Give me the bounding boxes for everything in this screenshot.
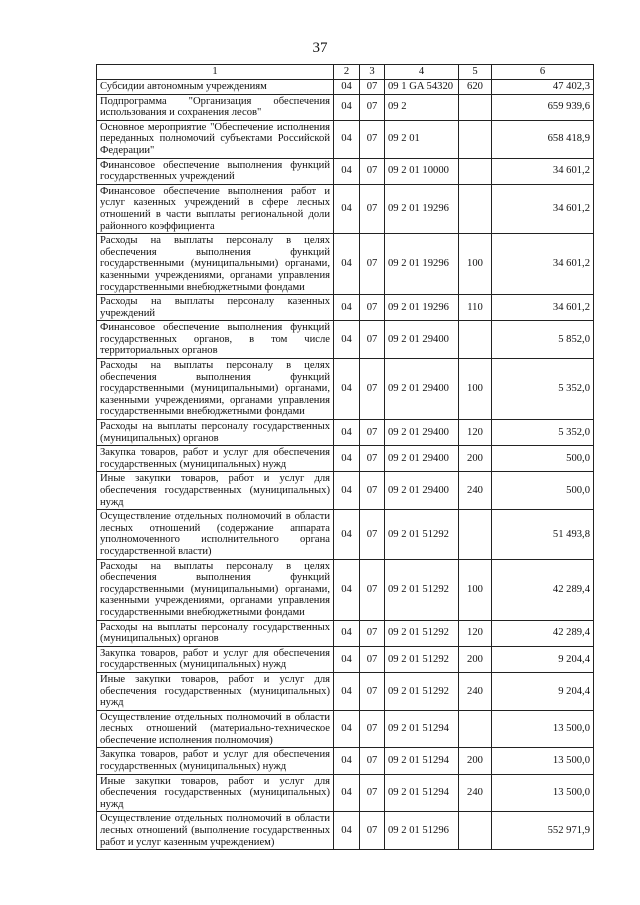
row-name: Субсидии автономным учреждениям xyxy=(97,80,334,95)
table-row xyxy=(97,646,594,672)
row-section-code: 04 xyxy=(334,94,360,120)
row-amount: 34 601,2 xyxy=(492,295,594,321)
row-section-code: 04 xyxy=(334,510,360,559)
table-row xyxy=(97,748,594,774)
row-expense-type xyxy=(459,120,492,158)
row-subsection-code: 07 xyxy=(360,710,385,748)
table-row xyxy=(97,420,594,446)
row-name: Осуществление отдельных полномочий в области лесных отношений (материально-техническое обеспечение исполнения полномочия) xyxy=(97,710,334,748)
row-subsection-code: 07 xyxy=(360,420,385,446)
table-row xyxy=(97,472,594,510)
row-name: Основное мероприятие "Обеспечение исполнения переданных полномочий субъектами Российской Федерации" xyxy=(97,120,334,158)
row-section-code: 04 xyxy=(334,80,360,95)
row-target-article: 09 2 01 51292 xyxy=(385,646,459,672)
row-section-code: 04 xyxy=(334,472,360,510)
row-subsection-code: 07 xyxy=(360,748,385,774)
row-expense-type: 240 xyxy=(459,672,492,710)
row-name: Расходы на выплаты персоналу в целях обеспечения выполнения функций государственными (муниципальными) органами, казенными учреждениями, органами управления государственными внебюджетными фондами xyxy=(97,359,334,420)
row-target-article: 09 2 01 51296 xyxy=(385,812,459,850)
row-target-article: 09 2 01 51294 xyxy=(385,748,459,774)
row-expense-type: 200 xyxy=(459,646,492,672)
row-target-article: 09 2 01 29400 xyxy=(385,420,459,446)
row-name: Осуществление отдельных полномочий в области лесных отношений (содержание аппарата уполномоченного исполнительного органа государственной власти) xyxy=(97,510,334,559)
row-expense-type: 240 xyxy=(459,472,492,510)
row-section-code: 04 xyxy=(334,748,360,774)
row-amount: 13 500,0 xyxy=(492,774,594,812)
table-row xyxy=(97,184,594,233)
table-row xyxy=(97,620,594,646)
row-expense-type xyxy=(459,510,492,559)
row-target-article: 09 1 GA 54320 xyxy=(385,80,459,95)
row-amount: 5 852,0 xyxy=(492,321,594,359)
column-header: 3 xyxy=(360,65,385,80)
row-subsection-code: 07 xyxy=(360,184,385,233)
table-row xyxy=(97,94,594,120)
row-section-code: 04 xyxy=(334,620,360,646)
row-section-code: 04 xyxy=(334,359,360,420)
row-expense-type: 120 xyxy=(459,620,492,646)
row-subsection-code: 07 xyxy=(360,234,385,295)
row-section-code: 04 xyxy=(334,710,360,748)
row-expense-type: 200 xyxy=(459,446,492,472)
row-amount: 51 493,8 xyxy=(492,510,594,559)
table-row xyxy=(97,80,594,95)
row-name: Иные закупки товаров, работ и услуг для обеспечения государственных (муниципальных) нужд xyxy=(97,472,334,510)
row-name: Расходы на выплаты персоналу в целях обеспечения выполнения функций государственными (муниципальными) органами, казенными учреждениями, органами управления государственными внебюджетными фондами xyxy=(97,559,334,620)
row-amount: 5 352,0 xyxy=(492,359,594,420)
column-header: 4 xyxy=(385,65,459,80)
row-expense-type: 620 xyxy=(459,80,492,95)
row-name: Расходы на выплаты персоналу государственных (муниципальных) органов xyxy=(97,420,334,446)
row-expense-type xyxy=(459,158,492,184)
row-expense-type: 100 xyxy=(459,234,492,295)
row-amount: 500,0 xyxy=(492,472,594,510)
table-row xyxy=(97,234,594,295)
row-target-article: 09 2 01 19296 xyxy=(385,184,459,233)
row-amount: 13 500,0 xyxy=(492,748,594,774)
row-amount: 34 601,2 xyxy=(492,184,594,233)
table-row xyxy=(97,774,594,812)
row-subsection-code: 07 xyxy=(360,80,385,95)
row-amount: 47 402,3 xyxy=(492,80,594,95)
row-name: Закупка товаров, работ и услуг для обеспечения государственных (муниципальных) нужд xyxy=(97,446,334,472)
row-amount: 42 289,4 xyxy=(492,620,594,646)
column-header: 1 xyxy=(97,65,334,80)
row-subsection-code: 07 xyxy=(360,359,385,420)
row-subsection-code: 07 xyxy=(360,646,385,672)
row-section-code: 04 xyxy=(334,321,360,359)
row-amount: 9 204,4 xyxy=(492,672,594,710)
table-header-row xyxy=(97,65,594,80)
page-number: 37 xyxy=(312,40,328,56)
row-subsection-code: 07 xyxy=(360,620,385,646)
row-section-code: 04 xyxy=(334,446,360,472)
table-row xyxy=(97,158,594,184)
budget-table xyxy=(96,64,594,850)
row-section-code: 04 xyxy=(334,774,360,812)
row-amount: 34 601,2 xyxy=(492,234,594,295)
row-target-article: 09 2 01 51292 xyxy=(385,620,459,646)
row-subsection-code: 07 xyxy=(360,94,385,120)
row-name: Финансовое обеспечение выполнения работ и услуг казенных учреждений в сфере лесных отношений в части выплаты региональной доли районного коэффициента xyxy=(97,184,334,233)
row-expense-type: 240 xyxy=(459,774,492,812)
row-section-code: 04 xyxy=(334,672,360,710)
row-target-article: 09 2 01 10000 xyxy=(385,158,459,184)
row-target-article: 09 2 01 51292 xyxy=(385,510,459,559)
table-row xyxy=(97,812,594,850)
row-section-code: 04 xyxy=(334,234,360,295)
table-body xyxy=(97,80,594,850)
row-subsection-code: 07 xyxy=(360,774,385,812)
table-row xyxy=(97,295,594,321)
row-amount: 13 500,0 xyxy=(492,710,594,748)
row-target-article: 09 2 01 51294 xyxy=(385,710,459,748)
table-row xyxy=(97,672,594,710)
row-target-article: 09 2 xyxy=(385,94,459,120)
row-section-code: 04 xyxy=(334,559,360,620)
row-target-article: 09 2 01 29400 xyxy=(385,446,459,472)
row-target-article: 09 2 01 51292 xyxy=(385,559,459,620)
row-subsection-code: 07 xyxy=(360,472,385,510)
row-name: Закупка товаров, работ и услуг для обеспечения государственных (муниципальных) нужд xyxy=(97,646,334,672)
row-amount: 42 289,4 xyxy=(492,559,594,620)
row-subsection-code: 07 xyxy=(360,510,385,559)
row-section-code: 04 xyxy=(334,158,360,184)
row-subsection-code: 07 xyxy=(360,158,385,184)
row-target-article: 09 2 01 19296 xyxy=(385,234,459,295)
row-section-code: 04 xyxy=(334,646,360,672)
table-row xyxy=(97,559,594,620)
row-subsection-code: 07 xyxy=(360,321,385,359)
row-name: Расходы на выплаты персоналу в целях обеспечения выполнения функций государственными (муниципальными) органами, казенными учреждениями, органами управления государственными внебюджетными фондами xyxy=(97,234,334,295)
row-amount: 5 352,0 xyxy=(492,420,594,446)
row-target-article: 09 2 01 19296 xyxy=(385,295,459,321)
row-subsection-code: 07 xyxy=(360,120,385,158)
row-expense-type: 100 xyxy=(459,359,492,420)
row-target-article: 09 2 01 xyxy=(385,120,459,158)
row-name: Расходы на выплаты персоналу государственных (муниципальных) органов xyxy=(97,620,334,646)
row-section-code: 04 xyxy=(334,812,360,850)
column-header: 6 xyxy=(492,65,594,80)
row-name: Финансовое обеспечение выполнения функций государственных органов, в том числе территориальных органов xyxy=(97,321,334,359)
row-target-article: 09 2 01 51292 xyxy=(385,672,459,710)
row-section-code: 04 xyxy=(334,420,360,446)
row-target-article: 09 2 01 29400 xyxy=(385,472,459,510)
row-expense-type xyxy=(459,321,492,359)
row-name: Расходы на выплаты персоналу казенных учреждений xyxy=(97,295,334,321)
row-subsection-code: 07 xyxy=(360,672,385,710)
row-amount: 658 418,9 xyxy=(492,120,594,158)
table-row xyxy=(97,321,594,359)
row-name: Осуществление отдельных полномочий в области лесных отношений (выполнение государственных работ и услуг казенным учреждением) xyxy=(97,812,334,850)
row-amount: 9 204,4 xyxy=(492,646,594,672)
row-amount: 500,0 xyxy=(492,446,594,472)
table-row xyxy=(97,446,594,472)
row-name: Подпрограмма "Организация обеспечения использования и сохранения лесов" xyxy=(97,94,334,120)
column-header: 2 xyxy=(334,65,360,80)
row-subsection-code: 07 xyxy=(360,446,385,472)
row-name: Закупка товаров, работ и услуг для обеспечения государственных (муниципальных) нужд xyxy=(97,748,334,774)
row-expense-type: 110 xyxy=(459,295,492,321)
row-subsection-code: 07 xyxy=(360,295,385,321)
row-expense-type xyxy=(459,94,492,120)
row-expense-type xyxy=(459,812,492,850)
row-target-article: 09 2 01 51294 xyxy=(385,774,459,812)
row-name: Иные закупки товаров, работ и услуг для обеспечения государственных (муниципальных) нужд xyxy=(97,774,334,812)
row-expense-type xyxy=(459,710,492,748)
row-amount: 659 939,6 xyxy=(492,94,594,120)
row-subsection-code: 07 xyxy=(360,812,385,850)
row-expense-type: 120 xyxy=(459,420,492,446)
row-name: Иные закупки товаров, работ и услуг для обеспечения государственных (муниципальных) нужд xyxy=(97,672,334,710)
table-row xyxy=(97,710,594,748)
row-subsection-code: 07 xyxy=(360,559,385,620)
table-row xyxy=(97,120,594,158)
row-section-code: 04 xyxy=(334,295,360,321)
row-name: Финансовое обеспечение выполнения функций государственных учреждений xyxy=(97,158,334,184)
column-header: 5 xyxy=(459,65,492,80)
table-row xyxy=(97,359,594,420)
table-row xyxy=(97,510,594,559)
row-expense-type xyxy=(459,184,492,233)
row-expense-type: 100 xyxy=(459,559,492,620)
row-expense-type: 200 xyxy=(459,748,492,774)
row-target-article: 09 2 01 29400 xyxy=(385,359,459,420)
row-section-code: 04 xyxy=(334,120,360,158)
row-target-article: 09 2 01 29400 xyxy=(385,321,459,359)
row-section-code: 04 xyxy=(334,184,360,233)
row-amount: 34 601,2 xyxy=(492,158,594,184)
row-amount: 552 971,9 xyxy=(492,812,594,850)
